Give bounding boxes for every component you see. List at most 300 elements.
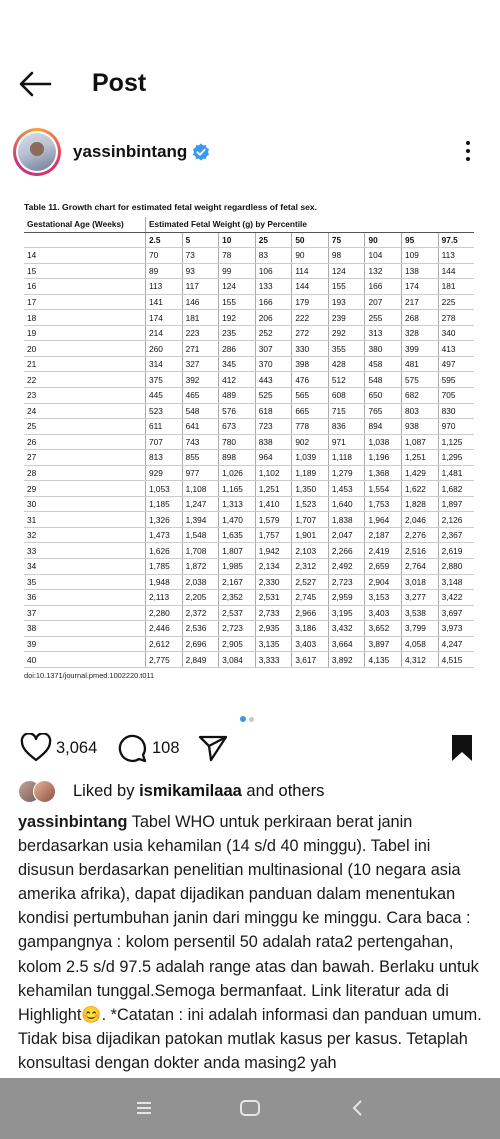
weight-cell: 78 xyxy=(219,248,256,264)
weight-cell: 2,880 xyxy=(438,559,474,575)
weight-cell: 146 xyxy=(182,294,219,310)
weight-cell: 1,640 xyxy=(328,496,365,512)
weight-cell: 1,053 xyxy=(146,481,183,497)
weight-cell: 2,536 xyxy=(182,621,219,637)
weight-cell: 3,422 xyxy=(438,590,474,606)
weight-cell: 2,352 xyxy=(219,590,256,606)
weight-cell: 1,548 xyxy=(182,527,219,543)
weight-cell: 2,723 xyxy=(219,621,256,637)
weight-cell: 2,966 xyxy=(292,605,329,621)
weight-cell: 2,619 xyxy=(438,543,474,559)
table-header-age: Gestational Age (Weeks) xyxy=(24,217,146,232)
weight-cell: 1,350 xyxy=(292,481,329,497)
gestational-week-cell: 19 xyxy=(24,325,146,341)
weight-cell: 124 xyxy=(219,279,256,295)
weight-cell: 193 xyxy=(328,294,365,310)
weight-cell: 98 xyxy=(328,248,365,264)
heart-icon[interactable] xyxy=(20,733,52,763)
weight-cell: 650 xyxy=(365,388,402,404)
weight-cell: 1,897 xyxy=(438,496,474,512)
weight-cell: 970 xyxy=(438,419,474,435)
table-row xyxy=(24,605,474,621)
weight-cell: 2,904 xyxy=(365,574,402,590)
weight-cell: 778 xyxy=(292,419,329,435)
weight-cell: 2,745 xyxy=(292,590,329,606)
percentile-header: 95 xyxy=(402,232,439,248)
table-row xyxy=(24,450,474,466)
gestational-week-cell: 14 xyxy=(24,248,146,264)
table-row xyxy=(24,248,474,264)
weight-cell: 3,432 xyxy=(328,621,365,637)
weight-cell: 2,419 xyxy=(365,543,402,559)
weight-cell: 2,935 xyxy=(255,621,292,637)
weight-cell: 271 xyxy=(182,341,219,357)
percentile-header: 5 xyxy=(182,232,219,248)
table-row xyxy=(24,263,474,279)
weight-cell: 2,312 xyxy=(292,559,329,575)
gestational-week-cell: 22 xyxy=(24,372,146,388)
percentile-header: 2.5 xyxy=(146,232,183,248)
table-row xyxy=(24,636,474,652)
gestational-week-cell: 32 xyxy=(24,527,146,543)
like-count[interactable]: 3,064 xyxy=(56,739,98,757)
weight-cell: 3,697 xyxy=(438,605,474,621)
weight-cell: 314 xyxy=(146,356,183,372)
weight-cell: 355 xyxy=(328,341,365,357)
weight-cell: 2,527 xyxy=(292,574,329,590)
weight-cell: 2,492 xyxy=(328,559,365,575)
weight-cell: 3,799 xyxy=(402,621,439,637)
weight-cell: 328 xyxy=(402,325,439,341)
table-row xyxy=(24,279,474,295)
weight-cell: 902 xyxy=(292,434,329,450)
weight-cell: 1,410 xyxy=(255,496,292,512)
weight-cell: 104 xyxy=(365,248,402,264)
weight-cell: 1,165 xyxy=(219,481,256,497)
table-row xyxy=(24,388,474,404)
gestational-week-cell: 33 xyxy=(24,543,146,559)
liked-by-row[interactable] xyxy=(18,779,488,805)
weight-cell: 803 xyxy=(402,403,439,419)
weight-cell: 428 xyxy=(328,356,365,372)
weight-cell: 1,326 xyxy=(146,512,183,528)
weight-cell: 179 xyxy=(292,294,329,310)
weight-cell: 707 xyxy=(146,434,183,450)
table-row xyxy=(24,372,474,388)
weight-cell: 1,251 xyxy=(402,450,439,466)
weight-cell: 2,167 xyxy=(219,574,256,590)
table-row xyxy=(24,621,474,637)
weight-cell: 192 xyxy=(219,310,256,326)
weight-cell: 3,195 xyxy=(328,605,365,621)
weight-cell: 813 xyxy=(146,450,183,466)
weight-cell: 838 xyxy=(255,434,292,450)
weight-cell: 307 xyxy=(255,341,292,357)
percentile-header: 10 xyxy=(219,232,256,248)
weight-cell: 4,058 xyxy=(402,636,439,652)
weight-cell: 1,948 xyxy=(146,574,183,590)
weight-cell: 512 xyxy=(328,372,365,388)
gestational-week-cell: 37 xyxy=(24,605,146,621)
weight-cell: 181 xyxy=(438,279,474,295)
weight-cell: 206 xyxy=(255,310,292,326)
post-actions xyxy=(0,733,500,765)
weight-cell: 971 xyxy=(328,434,365,450)
weight-cell: 2,126 xyxy=(438,512,474,528)
weight-cell: 705 xyxy=(438,388,474,404)
table-row xyxy=(24,325,474,341)
liked-by-text xyxy=(73,782,324,801)
weight-cell: 1,481 xyxy=(438,465,474,481)
table-row xyxy=(24,512,474,528)
weight-cell: 1,470 xyxy=(219,512,256,528)
weight-cell: 392 xyxy=(182,372,219,388)
weight-cell: 83 xyxy=(255,248,292,264)
weight-cell: 330 xyxy=(292,341,329,357)
weight-cell: 1,682 xyxy=(438,481,474,497)
weight-cell: 278 xyxy=(438,310,474,326)
weight-cell: 595 xyxy=(438,372,474,388)
table-row xyxy=(24,419,474,435)
back-arrow-icon[interactable] xyxy=(18,70,52,98)
system-nav-bar xyxy=(0,1078,500,1139)
post-author-row xyxy=(0,128,500,180)
weight-cell: 1,942 xyxy=(255,543,292,559)
weight-cell: 3,153 xyxy=(365,590,402,606)
gestational-week-cell: 39 xyxy=(24,636,146,652)
weight-cell: 412 xyxy=(219,372,256,388)
weight-cell: 765 xyxy=(365,403,402,419)
doi-reference: doi:10.1371/journal.pmed.1002220.t011 xyxy=(24,671,155,680)
weight-cell: 1,038 xyxy=(365,434,402,450)
weight-cell: 2,276 xyxy=(402,527,439,543)
weight-cell: 2,187 xyxy=(365,527,402,543)
gestational-week-cell: 18 xyxy=(24,310,146,326)
weight-cell: 1,901 xyxy=(292,527,329,543)
weight-cell: 2,733 xyxy=(255,605,292,621)
weight-cell: 345 xyxy=(219,356,256,372)
weight-cell: 2,764 xyxy=(402,559,439,575)
table-row xyxy=(24,559,474,575)
weight-cell: 2,038 xyxy=(182,574,219,590)
table-row xyxy=(24,527,474,543)
gestational-week-cell: 23 xyxy=(24,388,146,404)
weight-cell: 398 xyxy=(292,356,329,372)
weight-cell: 124 xyxy=(328,263,365,279)
liked-by-user[interactable]: ismikamilaaa xyxy=(139,782,242,800)
nav-menu-icon[interactable] xyxy=(131,1098,157,1118)
more-options-icon[interactable] xyxy=(461,141,475,165)
gestational-week-cell: 34 xyxy=(24,559,146,575)
weight-cell: 2,046 xyxy=(402,512,439,528)
weight-cell: 222 xyxy=(292,310,329,326)
weight-cell: 174 xyxy=(146,310,183,326)
weight-cell: 1,626 xyxy=(146,543,183,559)
weight-cell: 141 xyxy=(146,294,183,310)
weight-cell: 1,473 xyxy=(146,527,183,543)
weight-cell: 2,659 xyxy=(365,559,402,575)
weight-cell: 1,757 xyxy=(255,527,292,543)
weight-cell: 3,186 xyxy=(292,621,329,637)
table-row xyxy=(24,356,474,372)
gestational-week-cell: 30 xyxy=(24,496,146,512)
gestational-week-cell: 40 xyxy=(24,652,146,668)
weight-cell: 2,446 xyxy=(146,621,183,637)
weight-cell: 565 xyxy=(292,388,329,404)
weight-cell: 2,280 xyxy=(146,605,183,621)
nav-home-icon[interactable] xyxy=(237,1098,263,1118)
gestational-week-cell: 38 xyxy=(24,621,146,637)
weight-cell: 113 xyxy=(438,248,474,264)
table-header-weight: Estimated Fetal Weight (g) by Percentile xyxy=(146,217,475,232)
table-row xyxy=(24,496,474,512)
weight-cell: 375 xyxy=(146,372,183,388)
weight-cell: 548 xyxy=(365,372,402,388)
gestational-week-cell: 21 xyxy=(24,356,146,372)
weight-cell: 1,368 xyxy=(365,465,402,481)
weight-cell: 608 xyxy=(328,388,365,404)
gestational-week-cell: 29 xyxy=(24,481,146,497)
table-row xyxy=(24,543,474,559)
weight-cell: 1,196 xyxy=(365,450,402,466)
weight-cell: 3,892 xyxy=(328,652,365,668)
weight-cell: 313 xyxy=(365,325,402,341)
weight-cell: 3,148 xyxy=(438,574,474,590)
weight-cell: 1,039 xyxy=(292,450,329,466)
weight-cell: 1,026 xyxy=(219,465,256,481)
avatar[interactable] xyxy=(13,128,61,176)
weight-cell: 2,849 xyxy=(182,652,219,668)
weight-cell: 1,707 xyxy=(292,512,329,528)
weight-cell: 1,985 xyxy=(219,559,256,575)
weight-cell: 106 xyxy=(255,263,292,279)
weight-cell: 2,134 xyxy=(255,559,292,575)
weight-cell: 673 xyxy=(219,419,256,435)
caption-username[interactable]: yassinbintang xyxy=(18,813,128,831)
carousel-dot xyxy=(249,717,254,722)
weight-cell: 1,523 xyxy=(292,496,329,512)
weight-cell: 2,723 xyxy=(328,574,365,590)
weight-cell: 114 xyxy=(292,263,329,279)
table-row xyxy=(24,341,474,357)
weight-cell: 1,872 xyxy=(182,559,219,575)
weight-cell: 2,775 xyxy=(146,652,183,668)
weight-cell: 481 xyxy=(402,356,439,372)
carousel-dot-active xyxy=(240,716,246,722)
weight-cell: 117 xyxy=(182,279,219,295)
weight-cell: 780 xyxy=(219,434,256,450)
post-image[interactable] xyxy=(0,195,500,695)
percentile-header: 97.5 xyxy=(438,232,474,248)
weight-cell: 497 xyxy=(438,356,474,372)
weight-cell: 3,973 xyxy=(438,621,474,637)
carousel-indicator xyxy=(240,709,257,727)
weight-cell: 225 xyxy=(438,294,474,310)
weight-cell: 144 xyxy=(292,279,329,295)
weight-cell: 70 xyxy=(146,248,183,264)
percentile-header: 25 xyxy=(255,232,292,248)
weight-cell: 938 xyxy=(402,419,439,435)
percentile-header-row xyxy=(24,232,474,248)
weight-cell: 3,403 xyxy=(292,636,329,652)
weight-cell: 3,897 xyxy=(365,636,402,652)
caption-text: Tabel WHO untuk perkiraan berat janin berdasarkan usia kehamilan (14 s/d 40 minggu). Tabel ini disusun berdasarkan penelitian multinasional (10 negara asia amerika afrika), dapat dijadikan panduan dalam menentukan kondisi pertumbuhan janin dari minggu ke minggu. Cara baca : gampangnya : kolom persentil 50 adalah rata2 pertengahan, kolom 2.5 s/d 97.5 adalah range atas dan bawah. Berlaku untuk kehamilan tunggal.Semoga bermanfaat. Link literatur ada di Highlight😊. *Catatan : ini adalah informasi dan panduan umum. Tidak bisa dijadikan patokan mutlak kasus per kasus. Tetaplah konsultasi dengan dokter anda masing2 yah xyxy=(18,813,482,1072)
weight-cell: 1,087 xyxy=(402,434,439,450)
weight-cell: 3,403 xyxy=(365,605,402,621)
gestational-week-cell: 24 xyxy=(24,403,146,419)
weight-cell: 618 xyxy=(255,403,292,419)
post-caption xyxy=(18,810,484,1080)
weight-cell: 576 xyxy=(219,403,256,419)
weight-cell: 181 xyxy=(182,310,219,326)
weight-cell: 1,785 xyxy=(146,559,183,575)
gestational-week-cell: 35 xyxy=(24,574,146,590)
weight-cell: 3,018 xyxy=(402,574,439,590)
weight-cell: 2,103 xyxy=(292,543,329,559)
weight-cell: 155 xyxy=(328,279,365,295)
weight-cell: 1,453 xyxy=(328,481,365,497)
weight-cell: 1,964 xyxy=(365,512,402,528)
weight-cell: 1,807 xyxy=(219,543,256,559)
weight-cell: 286 xyxy=(219,341,256,357)
liked-by-prefix: Liked by xyxy=(73,782,135,800)
weight-cell: 109 xyxy=(402,248,439,264)
weight-cell: 217 xyxy=(402,294,439,310)
gestational-week-cell: 15 xyxy=(24,263,146,279)
weight-cell: 166 xyxy=(365,279,402,295)
weight-cell: 3,084 xyxy=(219,652,256,668)
weight-cell: 4,135 xyxy=(365,652,402,668)
weight-cell: 641 xyxy=(182,419,219,435)
weight-cell: 327 xyxy=(182,356,219,372)
weight-cell: 1,251 xyxy=(255,481,292,497)
weight-cell: 1,108 xyxy=(182,481,219,497)
verified-badge-icon xyxy=(192,143,210,161)
weight-cell: 380 xyxy=(365,341,402,357)
table-row xyxy=(24,481,474,497)
table-row xyxy=(24,465,474,481)
weight-cell: 255 xyxy=(365,310,402,326)
weight-cell: 90 xyxy=(292,248,329,264)
weight-cell: 413 xyxy=(438,341,474,357)
weight-cell: 575 xyxy=(402,372,439,388)
weight-cell: 2,113 xyxy=(146,590,183,606)
weight-cell: 4,515 xyxy=(438,652,474,668)
weight-cell: 682 xyxy=(402,388,439,404)
weight-cell: 89 xyxy=(146,263,183,279)
weight-cell: 370 xyxy=(255,356,292,372)
percentile-header: 75 xyxy=(328,232,365,248)
weight-cell: 723 xyxy=(255,419,292,435)
weight-cell: 3,135 xyxy=(255,636,292,652)
weight-cell: 1,102 xyxy=(255,465,292,481)
weight-cell: 2,330 xyxy=(255,574,292,590)
gestational-week-cell: 20 xyxy=(24,341,146,357)
weight-cell: 2,959 xyxy=(328,590,365,606)
nav-back-icon[interactable] xyxy=(345,1098,371,1118)
weight-cell: 1,247 xyxy=(182,496,219,512)
weight-cell: 1,189 xyxy=(292,465,329,481)
weight-cell: 174 xyxy=(402,279,439,295)
weight-cell: 3,538 xyxy=(402,605,439,621)
weight-cell: 133 xyxy=(255,279,292,295)
weight-cell: 894 xyxy=(365,419,402,435)
weight-cell: 144 xyxy=(438,263,474,279)
weight-cell: 113 xyxy=(146,279,183,295)
weight-cell: 166 xyxy=(255,294,292,310)
weight-cell: 1,118 xyxy=(328,450,365,466)
bookmark-icon[interactable] xyxy=(450,733,474,763)
fetal-weight-table xyxy=(24,217,474,668)
weight-cell: 138 xyxy=(402,263,439,279)
author-username[interactable]: yassinbintang xyxy=(73,142,188,161)
weight-cell: 715 xyxy=(328,403,365,419)
weight-cell: 2,047 xyxy=(328,527,365,543)
comment-icon[interactable] xyxy=(117,733,147,763)
table-row xyxy=(24,574,474,590)
weight-cell: 743 xyxy=(182,434,219,450)
weight-cell: 1,295 xyxy=(438,450,474,466)
weight-cell: 2,612 xyxy=(146,636,183,652)
weight-cell: 2,266 xyxy=(328,543,365,559)
weight-cell: 836 xyxy=(328,419,365,435)
page-title: Post xyxy=(92,69,147,97)
weight-cell: 399 xyxy=(402,341,439,357)
table-row xyxy=(24,403,474,419)
weight-cell: 2,367 xyxy=(438,527,474,543)
liked-by-suffix: and others xyxy=(246,782,325,800)
weight-cell: 1,185 xyxy=(146,496,183,512)
weight-cell: 2,696 xyxy=(182,636,219,652)
share-icon[interactable] xyxy=(198,733,228,763)
weight-cell: 523 xyxy=(146,403,183,419)
weight-cell: 4,247 xyxy=(438,636,474,652)
weight-cell: 898 xyxy=(219,450,256,466)
weight-cell: 73 xyxy=(182,248,219,264)
weight-cell: 292 xyxy=(328,325,365,341)
weight-cell: 977 xyxy=(182,465,219,481)
top-bar xyxy=(0,58,500,110)
percentile-header: 50 xyxy=(292,232,329,248)
gestational-week-cell: 36 xyxy=(24,590,146,606)
table-row xyxy=(24,590,474,606)
weight-cell: 1,708 xyxy=(182,543,219,559)
weight-cell: 548 xyxy=(182,403,219,419)
table-row xyxy=(24,434,474,450)
weight-cell: 214 xyxy=(146,325,183,341)
weight-cell: 93 xyxy=(182,263,219,279)
weight-cell: 2,372 xyxy=(182,605,219,621)
weight-cell: 2,537 xyxy=(219,605,256,621)
weight-cell: 99 xyxy=(219,263,256,279)
weight-cell: 476 xyxy=(292,372,329,388)
liker-avatar xyxy=(33,780,56,803)
weight-cell: 235 xyxy=(219,325,256,341)
weight-cell: 489 xyxy=(219,388,256,404)
weight-cell: 1,753 xyxy=(365,496,402,512)
weight-cell: 207 xyxy=(365,294,402,310)
comment-count[interactable]: 108 xyxy=(152,739,180,757)
weight-cell: 252 xyxy=(255,325,292,341)
weight-cell: 1,279 xyxy=(328,465,365,481)
weight-cell: 3,277 xyxy=(402,590,439,606)
gestational-week-cell: 28 xyxy=(24,465,146,481)
weight-cell: 3,664 xyxy=(328,636,365,652)
gestational-week-cell: 27 xyxy=(24,450,146,466)
weight-cell: 239 xyxy=(328,310,365,326)
weight-cell: 929 xyxy=(146,465,183,481)
weight-cell: 223 xyxy=(182,325,219,341)
